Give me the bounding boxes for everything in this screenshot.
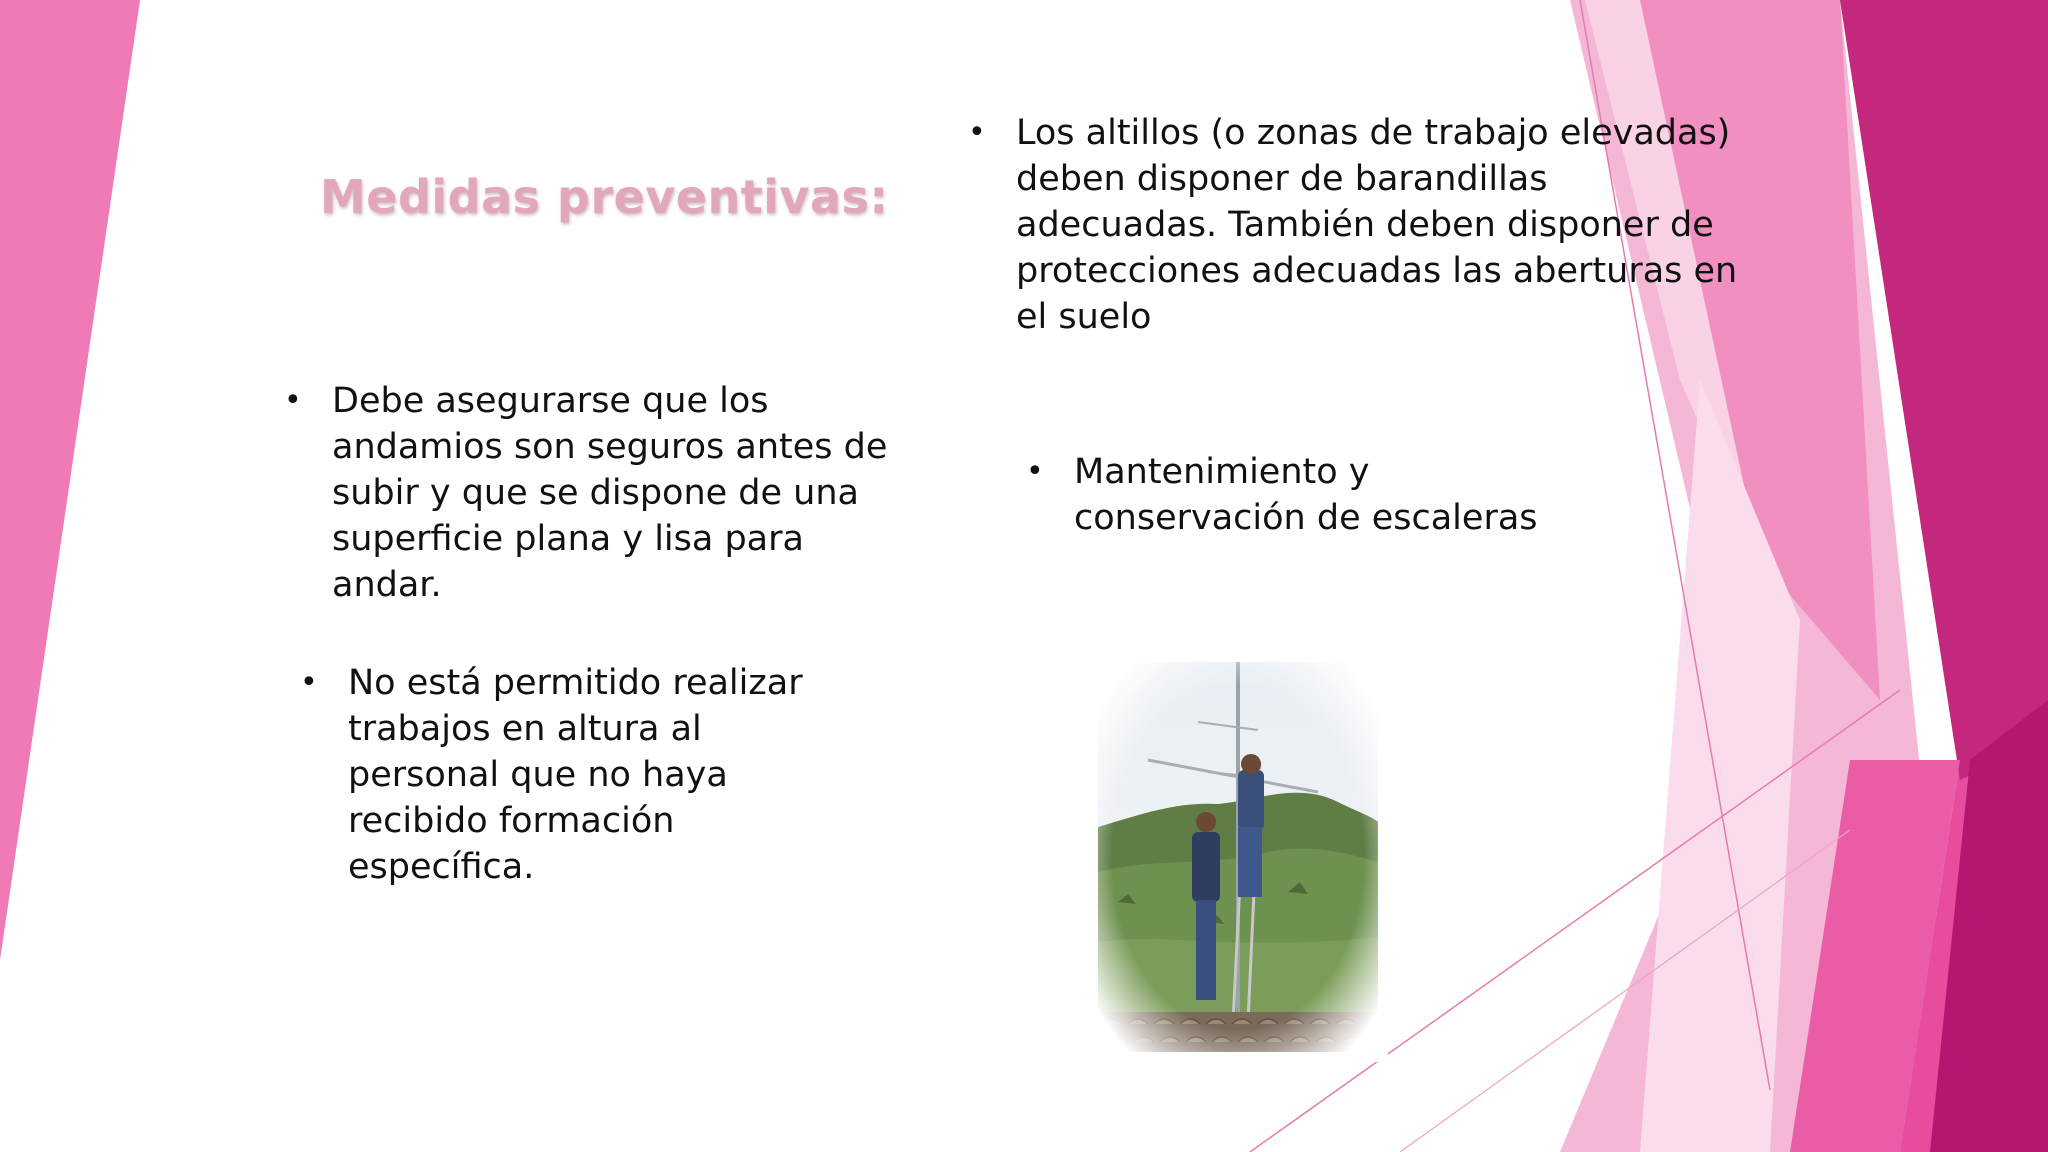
bullet-marker: • bbox=[968, 115, 986, 150]
bullet-marker: • bbox=[284, 383, 302, 418]
bullet-text: No está permitido realizar trabajos en altura al personal que no haya recibido formación específica. bbox=[348, 663, 803, 887]
bullet-mantenimiento bbox=[1026, 449, 1626, 541]
slide-title: Medidas preventivas: bbox=[320, 170, 889, 224]
bullet-text: Los altillos (o zonas de trabajo elevadas) deben disponer de barandillas adecuadas. También deben disponer de protecciones adecuadas las aberturas en el suelo bbox=[1016, 113, 1738, 337]
bullet-andamios bbox=[284, 378, 904, 608]
bullet-formacion bbox=[300, 660, 900, 890]
workers-antenna-photo bbox=[1088, 652, 1388, 1062]
bullet-text: Mantenimiento y conservación de escaleras bbox=[1074, 452, 1538, 538]
bullet-altillos bbox=[968, 110, 1748, 340]
bullet-text: Debe asegurarse que los andamios son seguros antes de subir y que se dispone de una superficie plana y lisa para andar. bbox=[332, 381, 888, 605]
bullet-marker: • bbox=[300, 665, 318, 700]
bullet-marker: • bbox=[1026, 454, 1044, 489]
left-wedge-shape bbox=[0, 0, 140, 960]
